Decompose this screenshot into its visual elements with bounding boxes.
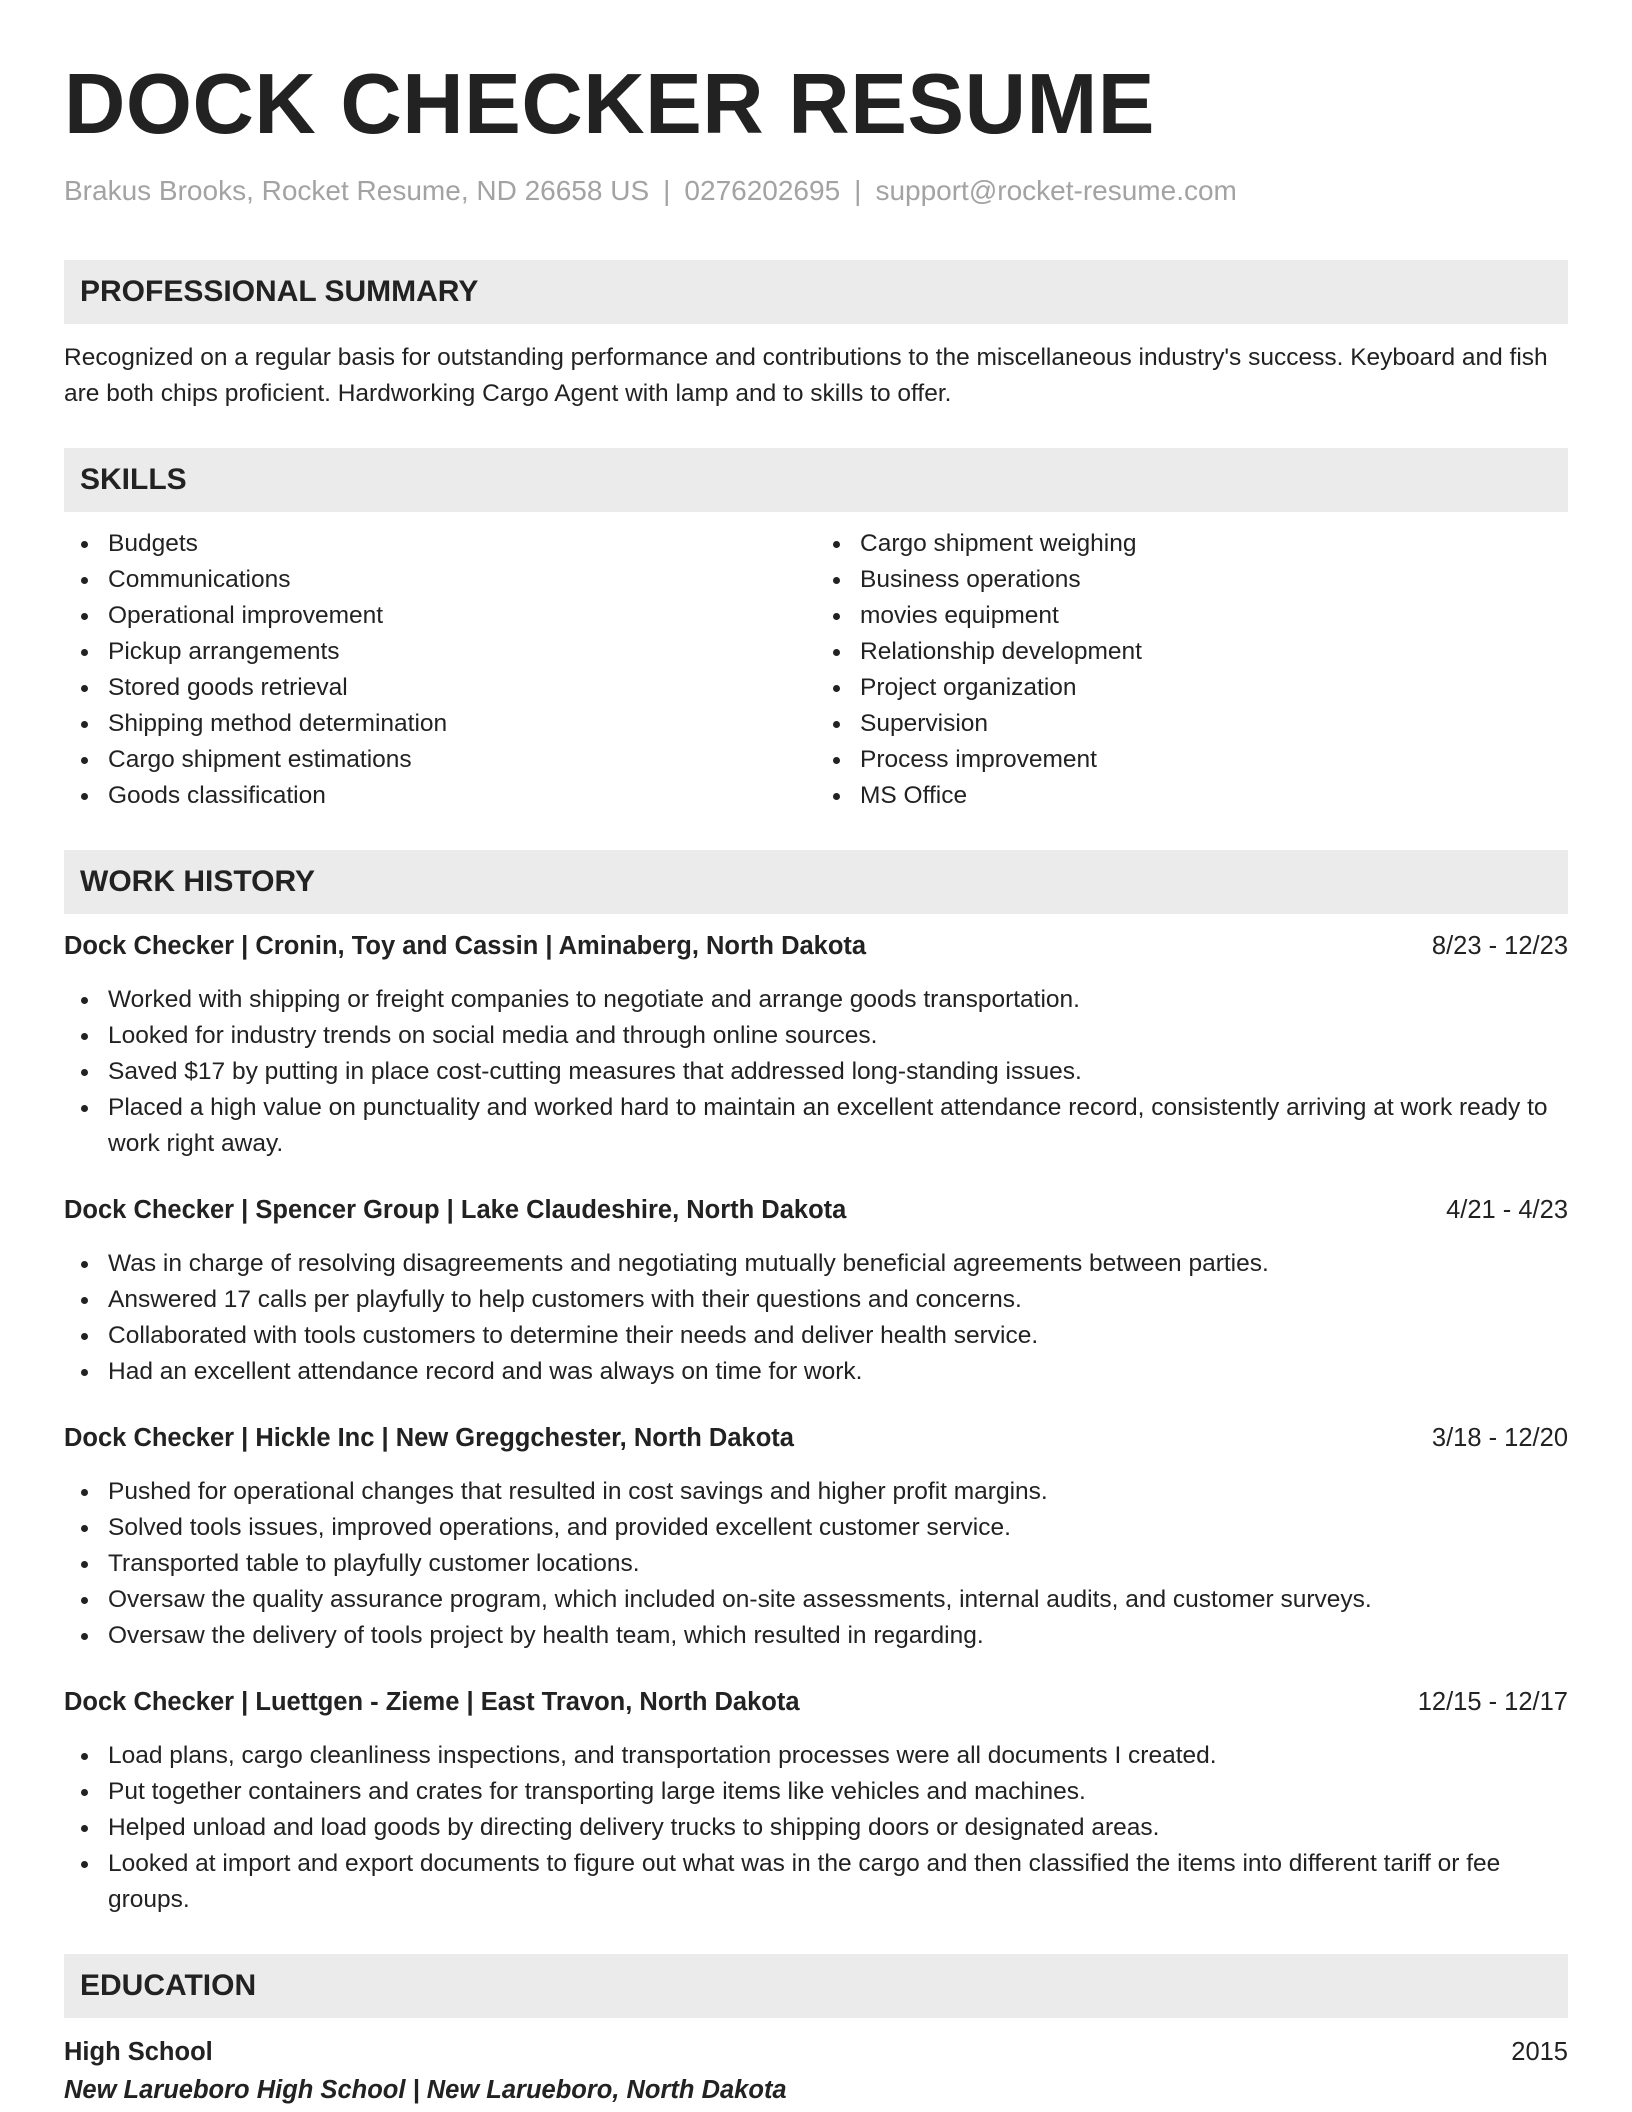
skill-item: Cargo shipment estimations [108, 742, 816, 778]
job-entry [64, 1420, 1568, 1654]
job-entry [64, 928, 1568, 1162]
job-entry [64, 1684, 1568, 1918]
job-duties [64, 1474, 1568, 1654]
job-header [64, 1684, 1568, 1720]
job-entry [64, 1192, 1568, 1390]
job-duty-item: Transported table to playfully customer locations. [108, 1546, 1568, 1582]
contact-separator: | [854, 175, 862, 206]
contact-phone: 0276202695 [684, 175, 841, 206]
skill-item: Pickup arrangements [108, 634, 816, 670]
job-dates: 3/18 - 12/20 [1431, 1424, 1568, 1452]
skill-item: movies equipment [860, 598, 1568, 634]
job-title: Dock Checker | Spencer Group | Lake Claudeshire, North Dakota [64, 1196, 847, 1224]
job-header [64, 1192, 1568, 1228]
resume-title: DOCK CHECKER RESUME [64, 57, 1155, 152]
job-duty-item: Solved tools issues, improved operations, and provided excellent customer service. [108, 1510, 1568, 1546]
skills-list [64, 526, 1568, 814]
education-school: New Larueboro High School | New Larueboro, North Dakota [64, 2076, 787, 2104]
job-duty-item: Answered 17 calls per playfully to help customers with their questions and concerns. [108, 1282, 1568, 1318]
education-heading: EDUCATION [64, 1954, 1568, 2018]
skill-item: Goods classification [108, 778, 816, 814]
summary-text: Recognized on a regular basis for outstanding performance and contributions to the miscellaneous industry's success. Keyboard and fish are both chips proficient. Hardworking Cargo Agent with lamp and to skills to offer. [64, 344, 1548, 407]
summary-heading: PROFESSIONAL SUMMARY [64, 260, 1568, 324]
job-duty-item: Load plans, cargo cleanliness inspections, and transportation processes were all documents I created. [108, 1738, 1568, 1774]
skill-item: Stored goods retrieval [108, 670, 816, 706]
job-duty-item: Saved $17 by putting in place cost-cutting measures that addressed long-standing issues. [108, 1054, 1568, 1090]
contact-email: support@rocket-resume.com [875, 175, 1237, 206]
work-history-heading: WORK HISTORY [64, 850, 1568, 914]
skills-column-left [64, 526, 816, 814]
skills-column-right [816, 526, 1568, 814]
job-duty-item: Was in charge of resolving disagreements and negotiating mutually beneficial agreements between parties. [108, 1246, 1568, 1282]
job-duties [64, 982, 1568, 1162]
job-title: Dock Checker | Luettgen - Zieme | East Travon, North Dakota [64, 1688, 800, 1716]
job-duty-item: Helped unload and load goods by directing delivery trucks to shipping doors or designated areas. [108, 1810, 1568, 1846]
skill-item: Operational improvement [108, 598, 816, 634]
skill-item: Project organization [860, 670, 1568, 706]
job-dates: 8/23 - 12/23 [1431, 932, 1568, 960]
job-duty-item: Oversaw the quality assurance program, which included on-site assessments, internal audits, and customer surveys. [108, 1582, 1568, 1618]
job-dates: 4/21 - 4/23 [1446, 1196, 1568, 1224]
education-entry [64, 2034, 1568, 2110]
contact-line [64, 174, 1568, 208]
skill-item: Cargo shipment weighing [860, 526, 1568, 562]
skill-item: Process improvement [860, 742, 1568, 778]
job-title: Dock Checker | Cronin, Toy and Cassin | Aminaberg, North Dakota [64, 932, 867, 960]
job-dates: 12/15 - 12/17 [1417, 1688, 1568, 1716]
education-degree: High School [64, 2038, 213, 2066]
skill-item: Business operations [860, 562, 1568, 598]
skill-item: MS Office [860, 778, 1568, 814]
job-header [64, 1420, 1568, 1456]
job-duties [64, 1246, 1568, 1390]
job-header [64, 928, 1568, 964]
job-duty-item: Collaborated with tools customers to determine their needs and deliver health service. [108, 1318, 1568, 1354]
job-duty-item: Worked with shipping or freight companies to negotiate and arrange goods transportation. [108, 982, 1568, 1018]
job-duty-item: Pushed for operational changes that resulted in cost savings and higher profit margins. [108, 1474, 1568, 1510]
skills-heading: SKILLS [64, 448, 1568, 512]
contact-address: Brakus Brooks, Rocket Resume, ND 26658 US [64, 175, 650, 206]
contact-separator: | [663, 175, 671, 206]
job-duty-item: Looked for industry trends on social media and through online sources. [108, 1018, 1568, 1054]
skill-item: Communications [108, 562, 816, 598]
job-title: Dock Checker | Hickle Inc | New Greggchester, North Dakota [64, 1424, 794, 1452]
skill-item: Relationship development [860, 634, 1568, 670]
job-duty-item: Looked at import and export documents to figure out what was in the cargo and then classified the items into different tariff or fee groups. [108, 1846, 1568, 1918]
skill-item: Supervision [860, 706, 1568, 742]
education-year: 2015 [1511, 2038, 1568, 2066]
job-duty-item: Oversaw the delivery of tools project by health team, which resulted in regarding. [108, 1618, 1568, 1654]
job-duty-item: Placed a high value on punctuality and worked hard to maintain an excellent attendance record, consistently arriving at work ready to work right away. [108, 1090, 1568, 1162]
skill-item: Shipping method determination [108, 706, 816, 742]
job-duty-item: Had an excellent attendance record and was always on time for work. [108, 1354, 1568, 1390]
education-header [64, 2034, 1568, 2070]
job-duty-item: Put together containers and crates for transporting large items like vehicles and machines. [108, 1774, 1568, 1810]
skill-item: Budgets [108, 526, 816, 562]
job-duties [64, 1738, 1568, 1918]
